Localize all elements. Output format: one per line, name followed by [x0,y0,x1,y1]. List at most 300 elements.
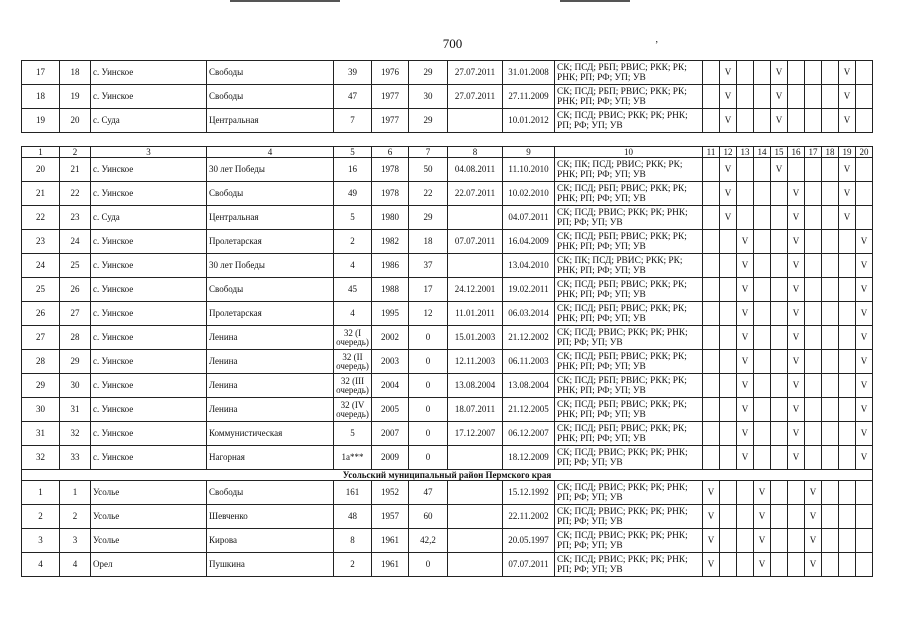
cell-col-6: 1957 [372,505,409,529]
table-row [22,553,873,577]
cell-col-11 [703,230,720,254]
cell-col-20: V [856,326,873,350]
cell-col-17 [805,182,822,206]
cell-col-3: с. Уинское [91,85,207,109]
table-row [22,529,873,553]
cell-col-16: V [788,206,805,230]
cell-col-19 [839,350,856,374]
cell-col-15 [771,278,788,302]
cell-col-19: V [839,109,856,133]
cell-col-17 [805,302,822,326]
cell-col-13: V [737,326,754,350]
cell-col-20: V [856,350,873,374]
cell-col-11 [703,446,720,470]
cell-col-2: 21 [60,158,91,182]
cell-col-2: 24 [60,230,91,254]
header-cell: 5 [334,147,372,158]
cell-col-12 [720,481,737,505]
cell-col-1: 23 [22,230,60,254]
cell-col-9: 16.04.2009 [503,230,555,254]
cell-col-8 [448,553,503,577]
cell-col-11 [703,61,720,85]
table-row [22,182,873,206]
cell-col-16 [788,109,805,133]
table-top [21,60,873,133]
cell-col-2: 23 [60,206,91,230]
top-rule-left [230,0,340,2]
cell-col-3: с. Уинское [91,446,207,470]
cell-col-15 [771,505,788,529]
cell-col-16: V [788,374,805,398]
table-row [22,230,873,254]
cell-col-10: СК; ПСД; РБП; РВИС; РКК; РК; РНК; РП; РФ; УП; УВ [555,85,703,109]
header-cell: 14 [754,147,771,158]
cell-col-13: V [737,374,754,398]
cell-col-3: с. Уинское [91,278,207,302]
header-cell: 20 [856,147,873,158]
cell-col-4: Центральная [207,206,334,230]
cell-col-3: с. Уинское [91,61,207,85]
cell-col-12 [720,529,737,553]
cell-col-8 [448,481,503,505]
cell-col-9: 06.12.2007 [503,422,555,446]
cell-col-19: V [839,182,856,206]
cell-col-9: 20.05.1997 [503,529,555,553]
cell-col-6: 1961 [372,553,409,577]
cell-col-8 [448,254,503,278]
cell-col-17: V [805,481,822,505]
cell-col-13: V [737,278,754,302]
cell-col-20 [856,85,873,109]
cell-col-7: 0 [409,446,448,470]
cell-col-1: 27 [22,326,60,350]
cell-col-5: 8 [334,529,372,553]
cell-col-17: V [805,505,822,529]
header-cell: 4 [207,147,334,158]
cell-col-15 [771,553,788,577]
cell-col-9: 21.12.2005 [503,398,555,422]
cell-col-16 [788,481,805,505]
cell-col-9: 11.10.2010 [503,158,555,182]
cell-col-11 [703,350,720,374]
cell-col-1: 22 [22,206,60,230]
cell-col-5: 32 (IV очередь) [334,398,372,422]
cell-col-3: с. Уинское [91,326,207,350]
cell-col-16: V [788,302,805,326]
table-row [22,326,873,350]
cell-col-17 [805,61,822,85]
cell-col-1: 26 [22,302,60,326]
cell-col-15 [771,446,788,470]
cell-col-10: СК; ПСД; РВИС; РКК; РК; РНК; РП; РФ; УП; УВ [555,481,703,505]
cell-col-3: с. Уинское [91,158,207,182]
cell-col-3: Усолье [91,529,207,553]
cell-col-18 [822,529,839,553]
cell-col-12 [720,254,737,278]
cell-col-5: 5 [334,206,372,230]
cell-col-16: V [788,254,805,278]
table-row [22,481,873,505]
cell-col-5: 16 [334,158,372,182]
cell-col-18 [822,182,839,206]
cell-col-4: Центральная [207,109,334,133]
cell-col-20 [856,158,873,182]
cell-col-10: СК; ПК; ПСД; РВИС; РКК; РК; РНК; РП; РФ; УП; УВ [555,158,703,182]
cell-col-20 [856,553,873,577]
cell-col-9: 06.03.2014 [503,302,555,326]
cell-col-12 [720,446,737,470]
cell-col-15 [771,422,788,446]
cell-col-11 [703,206,720,230]
cell-col-19 [839,278,856,302]
cell-col-19 [839,481,856,505]
table-row [22,422,873,446]
cell-col-7: 50 [409,158,448,182]
header-cell: 3 [91,147,207,158]
header-cell: 19 [839,147,856,158]
cell-col-8: 07.07.2011 [448,230,503,254]
cell-col-4: Пушкина [207,553,334,577]
table-row [22,350,873,374]
cell-col-13 [737,553,754,577]
cell-col-14 [754,182,771,206]
cell-col-9: 21.12.2002 [503,326,555,350]
cell-col-5: 1а*** [334,446,372,470]
cell-col-17 [805,422,822,446]
cell-col-6: 1986 [372,254,409,278]
cell-col-18 [822,505,839,529]
cell-col-19 [839,326,856,350]
cell-col-12 [720,326,737,350]
cell-col-16 [788,505,805,529]
cell-col-6: 2009 [372,446,409,470]
cell-col-17 [805,230,822,254]
cell-col-17 [805,158,822,182]
table-row [22,302,873,326]
cell-col-11 [703,374,720,398]
cell-col-16: V [788,278,805,302]
cell-col-11 [703,158,720,182]
cell-col-3: Усолье [91,481,207,505]
cell-col-1: 29 [22,374,60,398]
cell-col-2: 18 [60,61,91,85]
cell-col-5: 5 [334,422,372,446]
cell-col-6: 2002 [372,326,409,350]
cell-col-2: 19 [60,85,91,109]
header-cell: 2 [60,147,91,158]
cell-col-20 [856,109,873,133]
cell-col-15 [771,182,788,206]
cell-col-2: 26 [60,278,91,302]
table-row [22,61,873,85]
cell-col-16 [788,529,805,553]
cell-col-19 [839,529,856,553]
cell-col-4: Коммунистическая [207,422,334,446]
cell-col-18 [822,350,839,374]
cell-col-2: 2 [60,505,91,529]
table-row [22,446,873,470]
table-row [22,505,873,529]
cell-col-4: Кирова [207,529,334,553]
cell-col-12 [720,422,737,446]
cell-col-2: 29 [60,350,91,374]
cell-col-4: Нагорная [207,446,334,470]
cell-col-9: 31.01.2008 [503,61,555,85]
cell-col-14: V [754,505,771,529]
cell-col-13: V [737,254,754,278]
cell-col-5: 47 [334,85,372,109]
cell-col-14: V [754,553,771,577]
cell-col-12 [720,398,737,422]
cell-col-17 [805,109,822,133]
cell-col-8: 12.11.2003 [448,350,503,374]
section-title: Усольский муниципальный район Пермского края [22,470,873,481]
cell-col-18 [822,278,839,302]
cell-col-1: 24 [22,254,60,278]
cell-col-4: Свободы [207,182,334,206]
cell-col-19 [839,398,856,422]
cell-col-18 [822,85,839,109]
cell-col-5: 4 [334,302,372,326]
cell-col-3: с. Уинское [91,182,207,206]
cell-col-14: V [754,529,771,553]
cell-col-8 [448,206,503,230]
cell-col-7: 60 [409,505,448,529]
cell-col-14: V [754,481,771,505]
table-main [21,146,873,577]
cell-col-11 [703,326,720,350]
cell-col-16 [788,158,805,182]
cell-col-2: 3 [60,529,91,553]
cell-col-3: с. Суда [91,206,207,230]
cell-col-13 [737,182,754,206]
cell-col-7: 0 [409,350,448,374]
header-cell: 7 [409,147,448,158]
cell-col-1: 19 [22,109,60,133]
cell-col-10: СК; ПК; ПСД; РВИС; РКК; РК; РНК; РП; РФ; УП; УВ [555,254,703,278]
cell-col-11 [703,422,720,446]
cell-col-3: с. Уинское [91,230,207,254]
table-row [22,206,873,230]
cell-col-5: 32 (II очередь) [334,350,372,374]
cell-col-10: СК; ПСД; РВИС; РКК; РК; РНК; РП; РФ; УП; УВ [555,505,703,529]
cell-col-13 [737,529,754,553]
cell-col-5: 4 [334,254,372,278]
cell-col-7: 42,2 [409,529,448,553]
cell-col-6: 1995 [372,302,409,326]
cell-col-8: 27.07.2011 [448,61,503,85]
cell-col-16: V [788,398,805,422]
header-cell: 15 [771,147,788,158]
cell-col-18 [822,302,839,326]
cell-col-4: Свободы [207,61,334,85]
cell-col-15 [771,398,788,422]
cell-col-15: V [771,85,788,109]
cell-col-12 [720,505,737,529]
cell-col-15 [771,206,788,230]
cell-col-20: V [856,302,873,326]
cell-col-9: 13.08.2004 [503,374,555,398]
cell-col-15 [771,254,788,278]
cell-col-13: V [737,398,754,422]
cell-col-9: 10.01.2012 [503,109,555,133]
cell-col-10: СК; ПСД; РВИС; РКК; РК; РНК; РП; РФ; УП; УВ [555,206,703,230]
cell-col-9: 13.04.2010 [503,254,555,278]
column-number-header [22,147,873,158]
cell-col-7: 17 [409,278,448,302]
cell-col-18 [822,254,839,278]
cell-col-18 [822,446,839,470]
cell-col-6: 1978 [372,182,409,206]
cell-col-16: V [788,422,805,446]
cell-col-15 [771,326,788,350]
cell-col-6: 1976 [372,61,409,85]
cell-col-1: 28 [22,350,60,374]
cell-col-5: 49 [334,182,372,206]
cell-col-1: 2 [22,505,60,529]
cell-col-20: V [856,398,873,422]
cell-col-2: 30 [60,374,91,398]
cell-col-7: 29 [409,109,448,133]
header-cell: 10 [555,147,703,158]
cell-col-20 [856,61,873,85]
cell-col-2: 32 [60,422,91,446]
cell-col-14 [754,302,771,326]
cell-col-3: с. Уинское [91,422,207,446]
cell-col-20: V [856,254,873,278]
cell-col-6: 1988 [372,278,409,302]
cell-col-13 [737,61,754,85]
cell-col-2: 1 [60,481,91,505]
cell-col-5: 45 [334,278,372,302]
cell-col-8 [448,446,503,470]
cell-col-11 [703,278,720,302]
cell-col-13: V [737,422,754,446]
cell-col-10: СК; ПСД; РБП; РВИС; РКК; РК; РНК; РП; РФ; УП; УВ [555,278,703,302]
cell-col-16: V [788,446,805,470]
cell-col-12: V [720,85,737,109]
cell-col-10: СК; ПСД; РБП; РВИС; РКК; РК; РНК; РП; РФ; УП; УВ [555,302,703,326]
header-cell: 18 [822,147,839,158]
cell-col-7: 0 [409,422,448,446]
cell-col-8: 15.01.2003 [448,326,503,350]
cell-col-19 [839,230,856,254]
cell-col-13: V [737,446,754,470]
cell-col-19 [839,422,856,446]
header-cell: 12 [720,147,737,158]
cell-col-8 [448,505,503,529]
cell-col-11 [703,182,720,206]
cell-col-14 [754,422,771,446]
cell-col-20 [856,206,873,230]
cell-col-8: 13.08.2004 [448,374,503,398]
cell-col-18 [822,230,839,254]
cell-col-8: 27.07.2011 [448,85,503,109]
cell-col-12 [720,302,737,326]
cell-col-18 [822,481,839,505]
cell-col-5: 2 [334,553,372,577]
cell-col-15 [771,230,788,254]
cell-col-17 [805,374,822,398]
cell-col-17 [805,85,822,109]
cell-col-6: 1978 [372,158,409,182]
cell-col-10: СК; ПСД; РБП; РВИС; РКК; РК; РНК; РП; РФ; УП; УВ [555,230,703,254]
table-row [22,109,873,133]
cell-col-10: СК; ПСД; РВИС; РКК; РК; РНК; РП; РФ; УП; УВ [555,446,703,470]
cell-col-6: 1980 [372,206,409,230]
cell-col-9: 19.02.2011 [503,278,555,302]
cell-col-5: 32 (I очередь) [334,326,372,350]
cell-col-14 [754,85,771,109]
cell-col-7: 29 [409,61,448,85]
cell-col-6: 2007 [372,422,409,446]
cell-col-3: с. Уинское [91,374,207,398]
cell-col-17 [805,254,822,278]
table-row [22,85,873,109]
cell-col-1: 30 [22,398,60,422]
cell-col-5: 32 (III очередь) [334,374,372,398]
cell-col-10: СК; ПСД; РБП; РВИС; РКК; РК; РНК; РП; РФ; УП; УВ [555,422,703,446]
cell-col-7: 22 [409,182,448,206]
cell-col-4: Ленина [207,350,334,374]
header-cell: 13 [737,147,754,158]
cell-col-19: V [839,61,856,85]
cell-col-14 [754,446,771,470]
cell-col-7: 30 [409,85,448,109]
cell-col-10: СК; ПСД; РВИС; РКК; РК; РНК; РП; РФ; УП; УВ [555,553,703,577]
cell-col-15 [771,302,788,326]
cell-col-6: 2003 [372,350,409,374]
cell-col-9: 15.12.1992 [503,481,555,505]
cell-col-20: V [856,374,873,398]
cell-col-7: 0 [409,374,448,398]
cell-col-10: СК; ПСД; РБП; РВИС; РКК; РК; РНК; РП; РФ; УП; УВ [555,350,703,374]
cell-col-20: V [856,230,873,254]
cell-col-16: V [788,230,805,254]
cell-col-5: 7 [334,109,372,133]
cell-col-7: 12 [409,302,448,326]
cell-col-8 [448,109,503,133]
cell-col-1: 4 [22,553,60,577]
cell-col-1: 1 [22,481,60,505]
cell-col-12 [720,230,737,254]
header-cell: 1 [22,147,60,158]
cell-col-19 [839,446,856,470]
cell-col-6: 2004 [372,374,409,398]
cell-col-8: 24.12.2001 [448,278,503,302]
cell-col-3: с. Суда [91,109,207,133]
cell-col-18 [822,374,839,398]
cell-col-19 [839,302,856,326]
cell-col-18 [822,553,839,577]
cell-col-4: Свободы [207,481,334,505]
cell-col-19: V [839,85,856,109]
cell-col-7: 0 [409,326,448,350]
cell-col-9: 06.11.2003 [503,350,555,374]
cell-col-15 [771,529,788,553]
table-top-body [22,61,873,133]
cell-col-9: 27.11.2009 [503,85,555,109]
cell-col-15 [771,481,788,505]
cell-col-1: 31 [22,422,60,446]
cell-col-4: Шевченко [207,505,334,529]
cell-col-4: Свободы [207,278,334,302]
header-cell: 8 [448,147,503,158]
cell-col-18 [822,326,839,350]
cell-col-8 [448,529,503,553]
header-cell: 17 [805,147,822,158]
cell-col-4: Пролетарская [207,302,334,326]
